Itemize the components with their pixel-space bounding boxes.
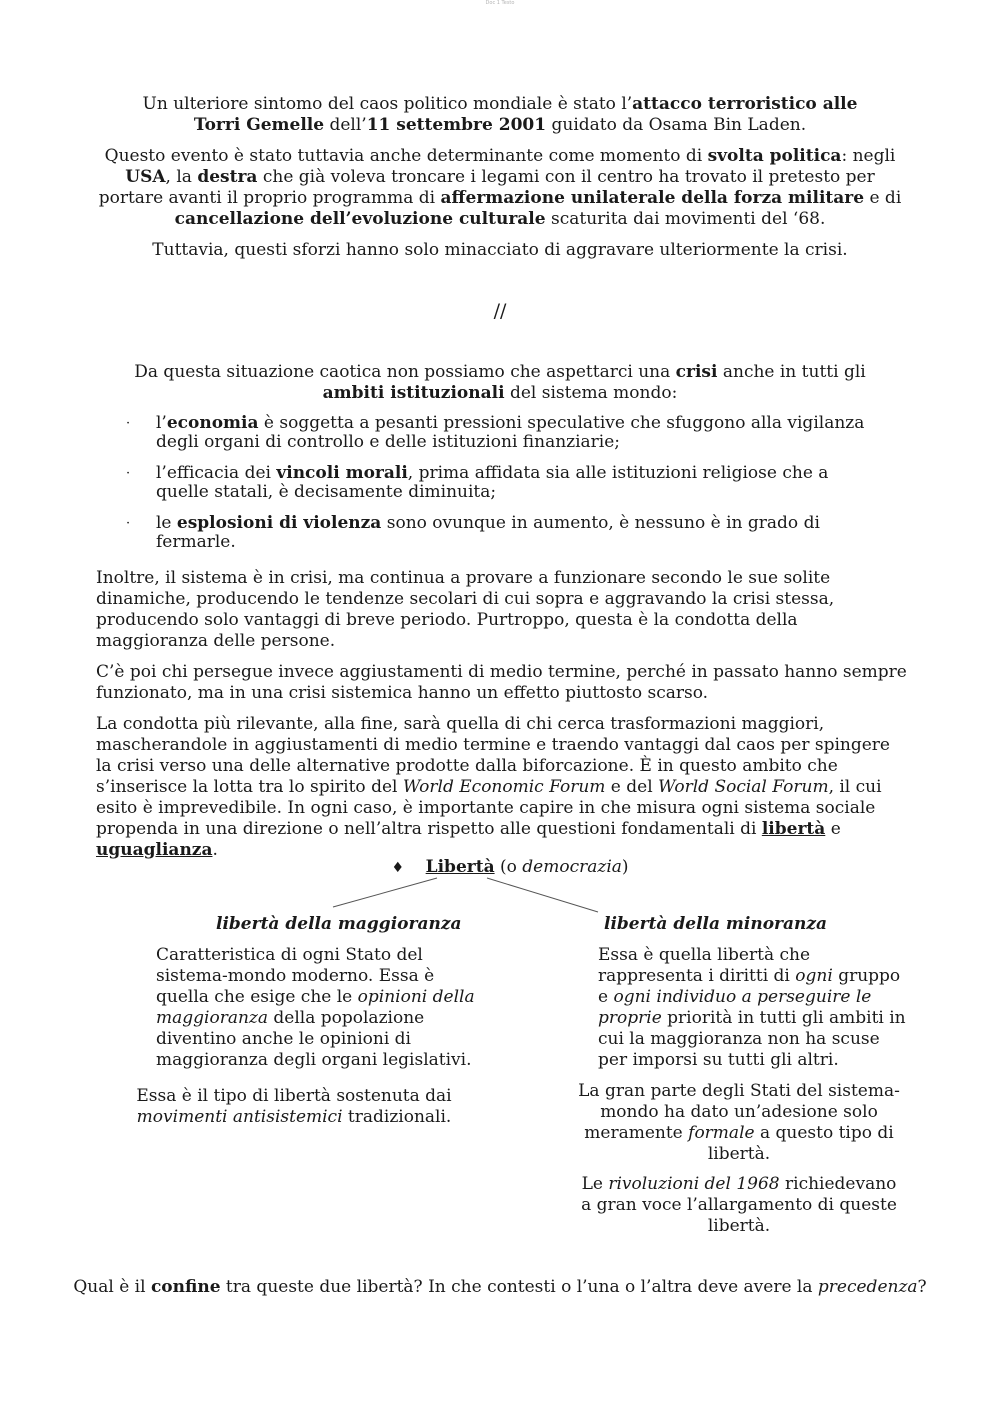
text-run: e del	[605, 777, 659, 797]
right-branch-title: libertà della minoranza	[604, 914, 828, 934]
closing-question	[60, 1277, 940, 1298]
italic-term: movimenti antisistemici	[136, 1107, 343, 1127]
text-run: anche in tutti gli	[717, 362, 866, 382]
bold-term: svolta politica	[707, 146, 842, 166]
bold-term: destra	[197, 167, 258, 187]
text-run: (o	[494, 857, 523, 877]
bullet-icon: ·	[126, 466, 131, 481]
bold-date: 11 settembre 2001	[366, 115, 547, 135]
connector-right	[487, 878, 598, 912]
section-separator: //	[493, 300, 507, 322]
right-branch-note-2	[578, 1174, 900, 1237]
bold-term: crisi	[675, 362, 718, 382]
text-run: , il cui esito è imprevedibile. In ogni caso, è importante capire in che misura ogni sistema sociale propenda in una direzione o nell’altra rispetto alle questioni fondamentali di	[96, 777, 882, 839]
bullet-icon: ·	[126, 416, 131, 431]
text-run: La gran parte degli Stati del sistema-mondo ha dato un’adesione solo meramente	[578, 1081, 900, 1143]
text-run: , la	[165, 167, 198, 187]
text-run: Caratteristica di ogni Stato del sistema-mondo moderno. Essa è quella che esige che le	[156, 945, 435, 1007]
body-paragraph-1: Inoltre, il sistema è in crisi, ma continua a provare a funzionare secondo le sue solite dinamiche, producendo le tendenze secolari di cui sopra e aggravando la crisi stessa, producendo solo vantaggi di breve periodo. Purtroppo, questa è la condotta della maggioranza delle persone.	[96, 568, 835, 651]
text-run: l’	[156, 413, 167, 433]
intro-paragraph-1	[96, 94, 904, 136]
italic-term: World Economic Forum	[402, 777, 606, 797]
text-run: Le	[581, 1174, 609, 1194]
italic-term: ogni	[795, 966, 833, 986]
left-branch-title: libertà della maggioranza	[216, 914, 462, 934]
text-run: a questo tipo di libertà.	[707, 1123, 894, 1164]
list-item	[126, 464, 886, 502]
bold-term: affermazione unilaterale della forza militare	[440, 188, 865, 208]
right-branch-description	[598, 945, 910, 1071]
italic-term: precedenza	[817, 1277, 918, 1297]
text-run: priorità in tutti gli ambiti in cui la maggioranza non ha scuse per imporsi su tutti gli altri.	[598, 1008, 906, 1070]
text-run: Essa è quella libertà che rappresenta i diritti di	[598, 945, 811, 986]
list-item	[126, 414, 886, 452]
right-branch-note-1	[578, 1081, 900, 1165]
text-run: della popolazione diventino anche le opinioni di maggioranza degli organi legislativi.	[156, 1008, 472, 1070]
intro-paragraph-3: Tuttavia, questi sforzi hanno solo minacciato di aggravare ulteriormente la crisi.	[152, 240, 848, 260]
crisis-list	[126, 414, 886, 564]
italic-term: rivoluzioni del 1968	[608, 1174, 780, 1194]
underlined-term: libertà	[761, 819, 826, 839]
text-run: Da questa situazione caotica non possiamo che aspettarci una	[134, 362, 676, 382]
bold-term: economia	[166, 413, 259, 433]
text-run: dell’	[324, 115, 367, 135]
text-run: del sistema mondo:	[504, 383, 678, 403]
italic-term: opinioni della maggioranza	[156, 987, 475, 1028]
text-run: : negli	[841, 146, 896, 166]
text-run: gruppo e	[598, 966, 901, 1007]
text-run: e di	[864, 188, 902, 208]
bullet-icon: ·	[126, 516, 131, 531]
italic-term: ogni individuo a perseguire le proprie	[598, 987, 872, 1028]
text-run: Un ulteriore sintomo del caos politico mondiale è stato l’	[142, 94, 633, 114]
bold-term: ambiti istituzionali	[322, 383, 505, 403]
text-run: .	[212, 840, 218, 860]
left-branch-note	[126, 1086, 462, 1128]
italic-term: formale	[688, 1123, 755, 1143]
bold-term: esplosioni di violenza	[176, 513, 382, 533]
bold-term: cancellazione dell’evoluzione culturale	[174, 209, 546, 229]
italic-term: democrazia	[522, 857, 622, 877]
text-run: , prima affidata sia alle istituzioni religiose che a quelle statali, è decisamente diminuita;	[156, 463, 829, 502]
text-run: La condotta più rilevante, alla fine, sarà quella di chi cerca trasformazioni maggiori, mascherandole in aggiustamenti di medio termine e traendo vantaggi dal caos per spingere la crisi verso una delle alternative prodotte dalla biforcazione. È in questo ambito che s’inserisce la lotta tra lo spirito del	[96, 714, 890, 797]
text-run: Essa è il tipo di libertà sostenuta dai	[136, 1086, 452, 1106]
underlined-term: uguaglianza	[96, 840, 213, 860]
list-item	[126, 514, 886, 552]
connector-left	[333, 878, 437, 907]
bold-term: vincoli morali	[276, 463, 408, 483]
body-section	[96, 568, 908, 861]
bold-term: confine	[150, 1277, 221, 1297]
text-run: )	[621, 857, 629, 877]
diagram-root	[300, 857, 720, 879]
root-term: Libertà	[425, 857, 495, 877]
text-run: richiedevano a gran voce l’allargamento di queste libertà.	[581, 1174, 897, 1236]
text-run: guidato da Osama Bin Laden.	[546, 115, 807, 135]
text-run: è soggetta a pesanti pressioni speculative che sfuggono alla vigilanza degli organi di controllo e delle istituzioni finanziarie;	[156, 413, 865, 452]
text-run: Qual è il	[73, 1277, 151, 1297]
text-run: Questo evento è stato tuttavia anche determinante come momento di	[104, 146, 708, 166]
bold-term: USA	[125, 167, 166, 187]
text-run: tradizionali.	[342, 1107, 452, 1127]
intro-section	[96, 94, 904, 261]
text-run: l’efficacia dei	[156, 463, 277, 483]
text-run: le	[156, 513, 177, 533]
text-run: scaturita dai movimenti del ‘68.	[545, 209, 826, 229]
text-run: ?	[917, 1277, 927, 1297]
text-run: e	[825, 819, 841, 839]
page-header-mark: Doc 1 Testo	[485, 0, 515, 6]
text-run: che già voleva troncare i legami con il centro ha trovato il pretesto per portare avanti il proprio programma di	[98, 167, 875, 208]
left-branch-description	[156, 945, 476, 1071]
body-paragraph-3	[96, 714, 908, 861]
text-run: tra queste due libertà? In che contesti o l’una o l’altra deve avere la	[220, 1277, 818, 1297]
text-run: sono ovunque in aumento, è nessuno è in grado di fermarle.	[156, 513, 820, 552]
italic-term: World Social Forum	[658, 777, 829, 797]
body-paragraph-2: C’è poi chi persegue invece aggiustamenti di medio termine, perché in passato hanno sempre funzionato, ma in una crisi sistemica hanno un effetto piuttosto scarso.	[96, 662, 907, 703]
crisis-lead	[110, 362, 890, 404]
intro-paragraph-2	[96, 146, 904, 230]
diamond-icon: ♦	[391, 860, 405, 876]
bold-term: attacco terroristico alle Torri Gemelle	[193, 94, 858, 135]
